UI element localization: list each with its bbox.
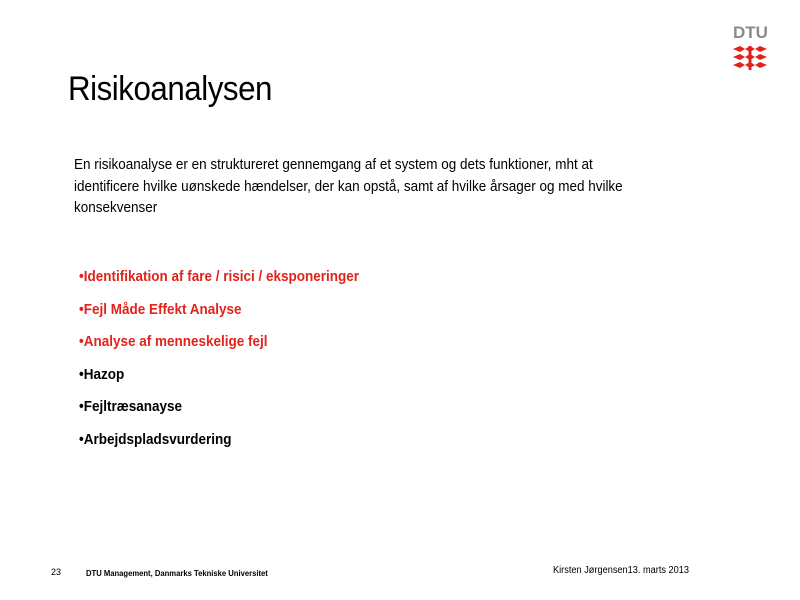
footer-author-date: Kirsten Jørgensen13. marts 2013 (553, 565, 690, 576)
bullet-item-fmea: •Fejl Måde Effekt Analyse (79, 300, 242, 318)
logo-text: DTU (733, 23, 768, 42)
bullet-item-menneskelige-fejl: •Analyse af menneskelige fejl (79, 333, 268, 351)
intro-paragraph: En risikoanalyse er en struktureret gennemgang af et system og dets funktioner, mht at identificere hvilke uønskede hændelser, der kan opstå, samt af hvilke årsager og med hvilke konsekvenser (74, 157, 623, 216)
bullet-list (79, 267, 390, 463)
dtu-logo (733, 24, 767, 72)
bullet-item-fejltraesanalyse: •Fejltræsanayse (79, 398, 183, 416)
dtu-logo-icon (733, 46, 767, 72)
footer-organization: DTU Management, Danmarks Tekniske Universitet (86, 568, 268, 578)
slide-title: Risikoanalysen (68, 70, 272, 108)
bullet-item-arbejdspladsvurdering: •Arbejdspladsvurdering (79, 430, 232, 448)
bullet-item-identifikation: •Identifikation af fare / risici / eksponeringer (79, 268, 360, 285)
page-number: 23 (51, 567, 62, 577)
bullet-item-hazop: •Hazop (79, 365, 125, 383)
